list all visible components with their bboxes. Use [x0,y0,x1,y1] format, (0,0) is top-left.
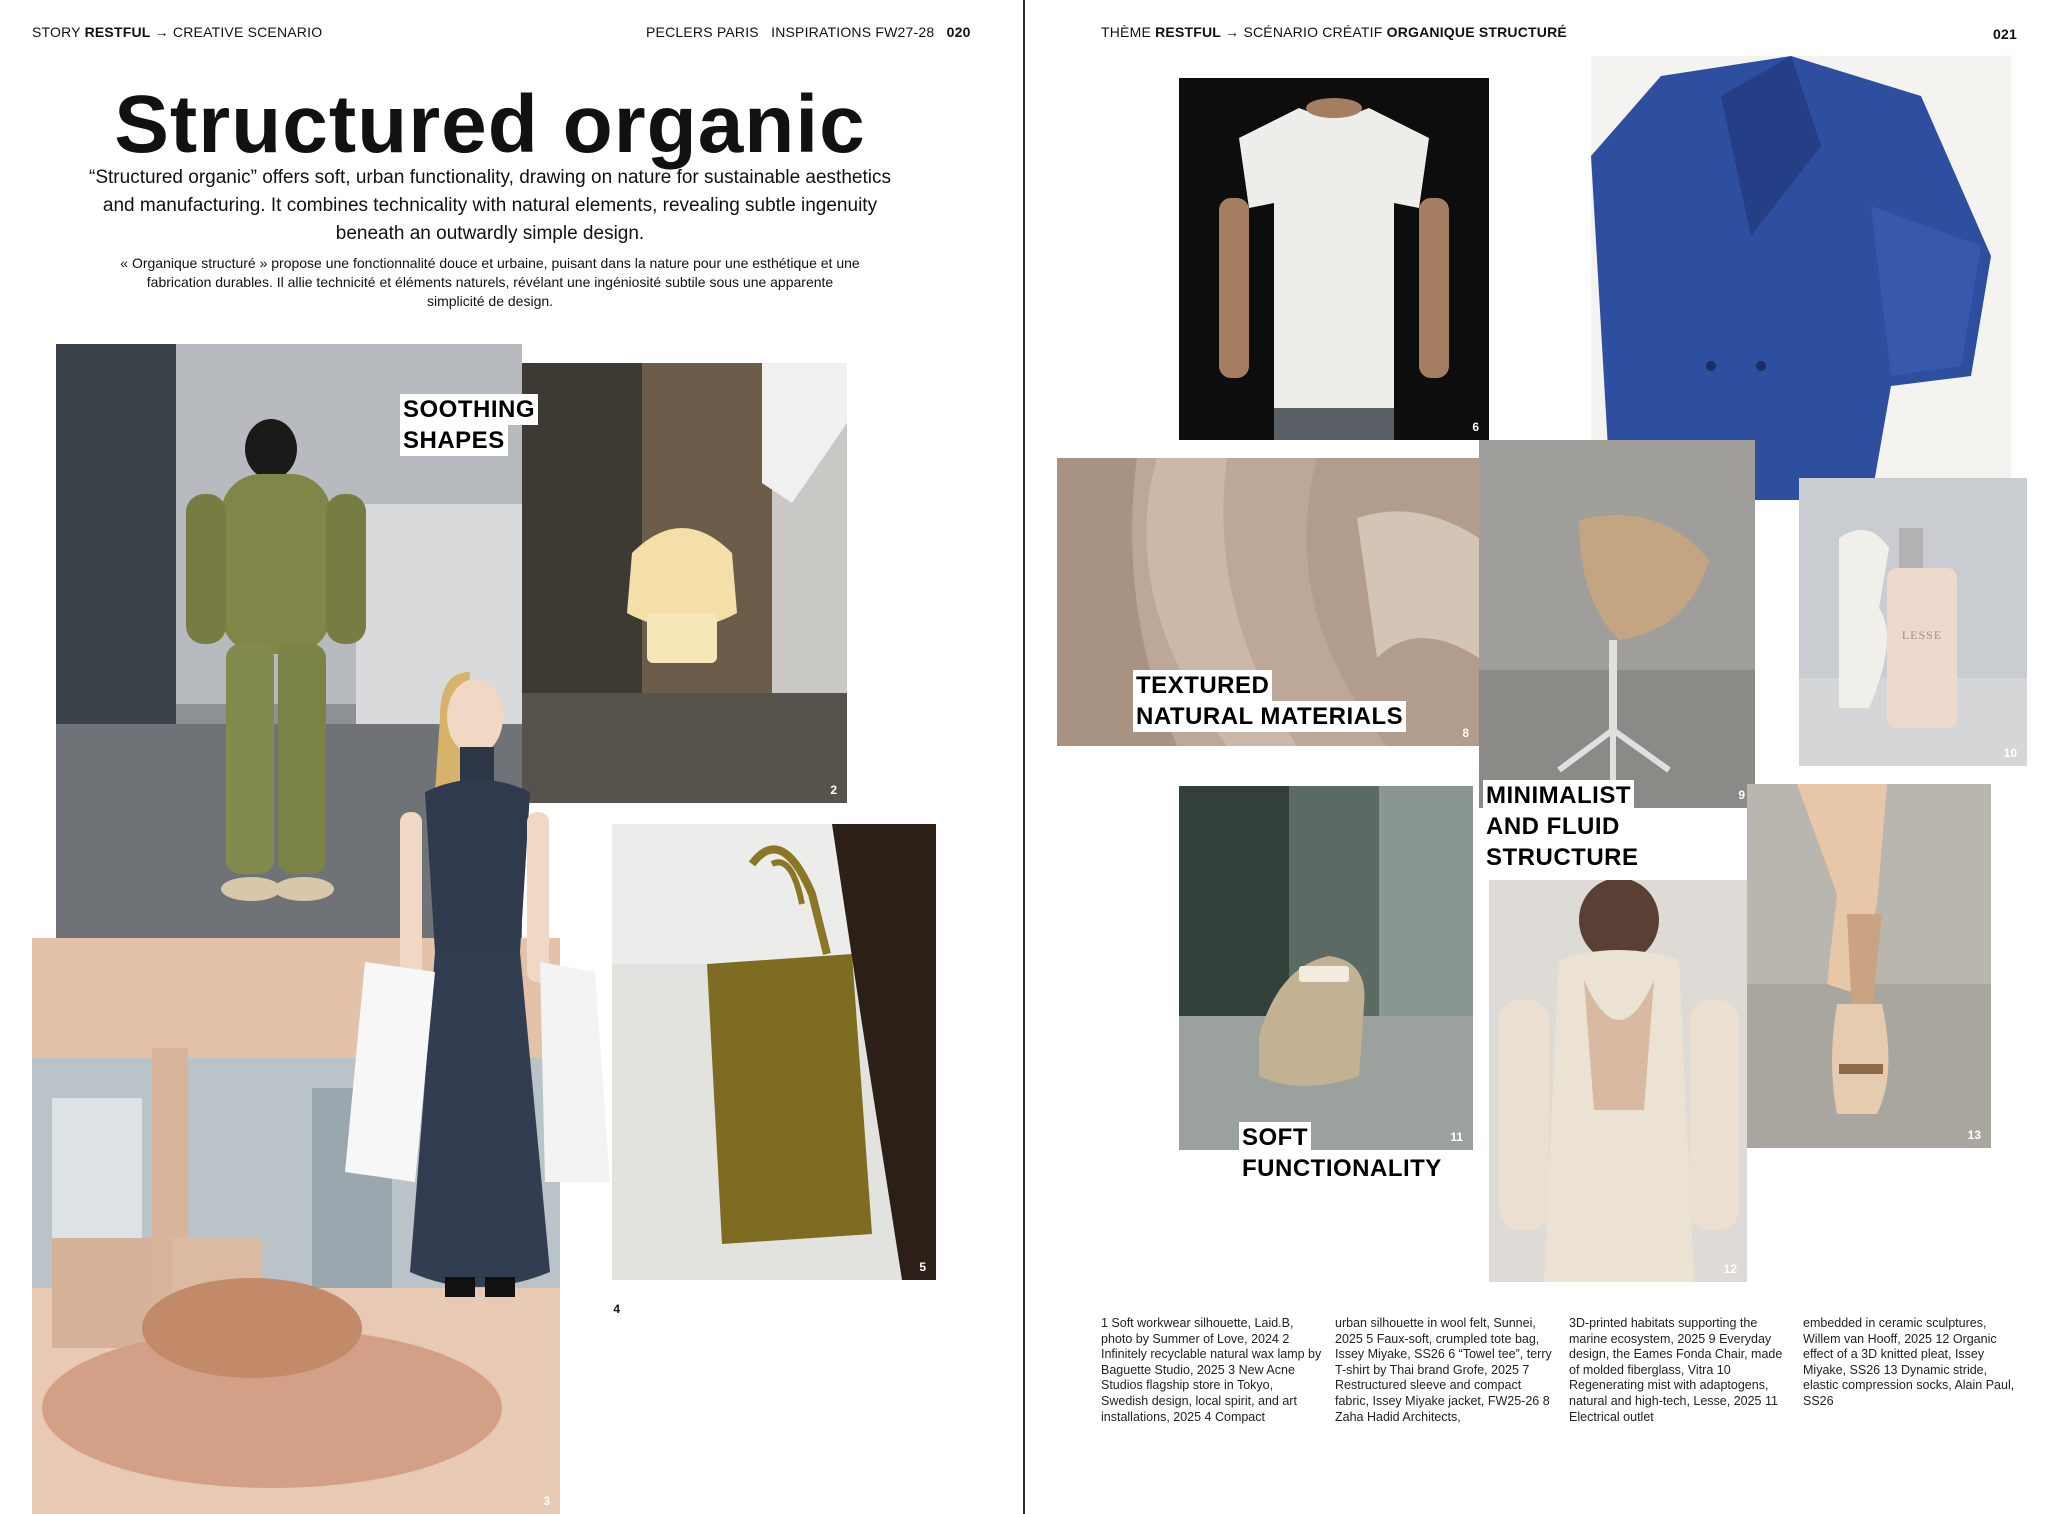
running-header-left: STORY RESTFUL → CREATIVE SCENARIO [32,24,323,40]
photo-number-9: 9 [1738,788,1745,802]
photo-tote-bag [612,824,936,1280]
photo-fonda-chair [1479,440,1755,808]
photo-number-11: 11 [1450,1130,1463,1144]
photo-towel-tee [1179,78,1489,440]
photo-number-2: 2 [830,783,837,797]
label-minimalist-structure: MINIMALIST AND FLUID STRUCTURE [1483,780,1642,873]
credits-column-2: urban silhouette in wool felt, Sunnei, 2025 5 Faux-soft, crumpled tote bag, Issey Miyake, SS26 6 “Towel tee”, terry T-shirt by Thai brand Grofe, 2025 7 Restructured sleeve and compact fabric, Issey Miyake jacket, FW25-26 8 Zaha Hadid Architects, [1335,1316,1552,1424]
photo-number-6: 6 [1472,420,1479,434]
credits-column-4: embedded in ceramic sculptures, Willem van Hooff, 2025 12 Organic effect of a 3D knitted pleat, Issey Miyake, SS26 13 Dynamic stride, elastic compression socks, Alain Paul, SS26 [1803,1316,2015,1408]
page-number: 020 [946,24,971,40]
credits-column-3: 3D-printed habitats supporting the marine ecosystem, 2025 9 Everyday design, the Eames Fonda Chair, made of molded fiberglass, Vitra 10 Regenerating mist with adaptogens, natural and high-tech, Lesse, 2025 11 Electrical outlet [1569,1316,1783,1424]
photo-knitted-pleat [1489,880,1747,1282]
photo-number-10: 10 [2003,746,2017,760]
photo-number-3: 3 [543,1494,550,1508]
page-title: Structured organic [114,79,866,170]
intro-english: “Structured organic” offers soft, urban functionality, drawing on nature for sustainable aesthetics and manufacturing. It combines technicality with natural elements, revealing subtle ingenuity beneath an outwardly simple design. [89,167,891,244]
photo-wool-felt-model [345,662,630,1322]
photo-compression-socks [1747,784,1991,1148]
photo-blue-jacket [1591,56,2011,500]
photo-number-13: 13 [1967,1128,1981,1142]
credits-column-1: 1 Soft workwear silhouette, Laid.B, photo by Summer of Love, 2024 2 Infinitely recyclable natural wax lamp by Baguette Studio, 2025 3 New Acne Studios flagship store in Tokyo, Swedish design, local spirit, and art installations, 2025 4 Compact [1101,1316,1322,1424]
intro-french: « Organique structuré » propose une fonctionnalité douce et urbaine, puisant dans la nature pour une esthétique et une fabrication durables. Il allie technicité et éléments naturels, révélant une ingéniosité subtile sous une apparente simplicité de design. [120,255,860,309]
photo-lesse-mist [1799,478,2027,766]
photo-number-12: 12 [1723,1262,1737,1276]
right-page [1025,0,2048,1514]
left-page [0,0,1023,1514]
photo-ceramic-outlet [1179,786,1473,1150]
label-textured-materials: TEXTURED NATURAL MATERIALS [1133,670,1406,732]
running-header-left-right: PECLERS PARIS INSPIRATIONS FW27-28 020 [646,24,971,40]
photo-number-8: 8 [1462,726,1469,740]
label-soothing-shapes: SOOTHING SHAPES [400,394,538,456]
running-header-right: THÈME RESTFUL → SCÉNARIO CRÉATIF ORGANIQUE STRUCTURÉ [1101,24,1567,40]
photo-number-5: 5 [919,1260,926,1274]
photo-number-4: 4 [613,1302,620,1316]
bottle-brand-text: LESSE [1901,628,1943,642]
label-soft-functionality: SOFT FUNCTIONALITY [1239,1122,1445,1184]
page-number-right: 021 [1993,26,2017,42]
